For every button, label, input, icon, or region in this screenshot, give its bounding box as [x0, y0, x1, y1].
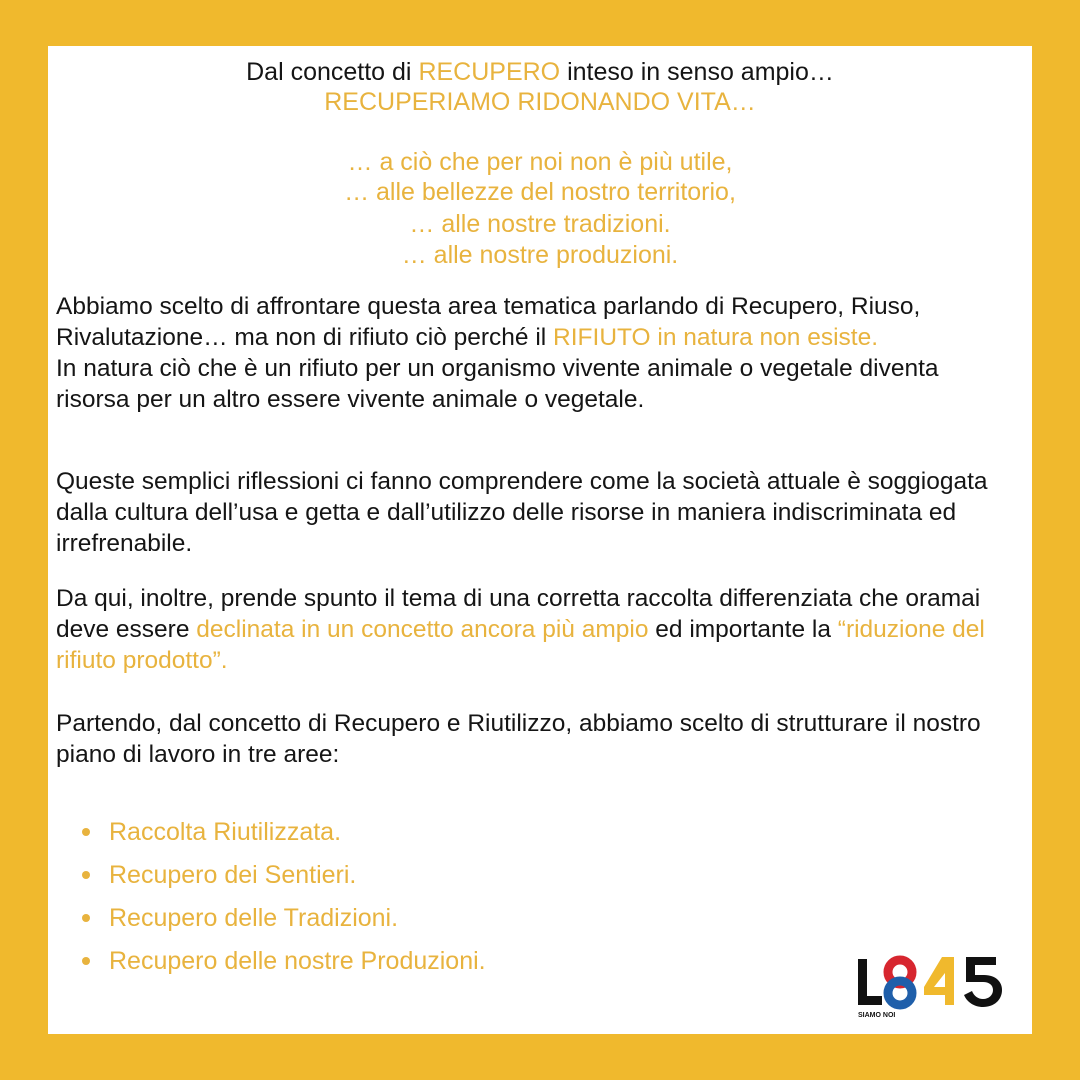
intro-line-2: RECUPERIAMO RIDONANDO VITA… [324, 88, 756, 116]
paragraph-1-text: Abbiamo scelto di affrontare questa area tematica parlando di Recupero, Riuso, Rivalutazione… ma non di rifiuto ciò perché il [56, 293, 921, 351]
paragraph-3-text-2: ed importante la [648, 616, 838, 643]
paragraph-3-highlight-1: declinata in un concetto ancora più ampio [196, 616, 649, 643]
bullet-dot-icon [82, 957, 90, 965]
paragraph-3-text-1: Da qui, inoltre, prende spunto il tema di una corretta raccolta differenziata che oramai deve essere [56, 585, 981, 643]
subline: … alle nostre tradizioni. [409, 210, 671, 238]
list-item-label: Recupero delle nostre Produzioni. [109, 946, 486, 975]
paragraph-1-highlight: RIFIUTO in natura non esiste. [553, 324, 879, 351]
list-item [82, 896, 486, 939]
list-item [82, 939, 486, 982]
subline: … alle nostre produzioni. [401, 241, 679, 269]
bullet-list [82, 810, 486, 982]
paragraph-1 [56, 291, 1016, 415]
list-item [82, 853, 486, 896]
list-item-label: Recupero delle Tradizioni. [109, 903, 399, 932]
content-card [48, 46, 1032, 1034]
bullet-dot-icon [82, 914, 90, 922]
intro-highlight: RECUPERO [418, 58, 561, 86]
paragraph-4: Partendo, dal concetto di Recupero e Riutilizzo, abbiamo scelto di strutturare il nostro piano di lavoro in tre aree: [56, 710, 981, 768]
paragraph-2: Queste semplici riflessioni ci fanno comprendere come la società attuale è soggiogata dalla cultura dell’usa e getta e dall’utilizzo delle risorse in maniera indiscriminata ed irrefrenabile. [56, 468, 988, 557]
list-item [82, 810, 486, 853]
bullet-dot-icon [82, 828, 90, 836]
subline: … alle bellezze del nostro territorio, [344, 178, 736, 206]
intro-line-1 [48, 58, 1032, 86]
list-item-label: Raccolta Riutilizzata. [109, 817, 342, 846]
list-item-label: Recupero dei Sentieri. [109, 860, 357, 889]
bullet-dot-icon [82, 871, 90, 879]
paragraph-3 [56, 583, 1016, 676]
intro-prefix: Dal concetto di [246, 58, 419, 86]
intro-suffix: inteso in senso ampio… [560, 58, 834, 86]
logo-tagline: SIAMO NOI [858, 1012, 896, 1019]
l845-logo [856, 951, 1006, 1021]
paragraph-3-highlight-2: “riduzione del rifiuto prodotto”. [56, 616, 985, 674]
subline: … a ciò che per noi non è più utile, [347, 148, 733, 176]
paragraph-1-text-2: In natura ciò che è un rifiuto per un organismo vivente animale o vegetale diventa risorsa per un altro essere vivente animale o vegetale. [56, 355, 939, 413]
